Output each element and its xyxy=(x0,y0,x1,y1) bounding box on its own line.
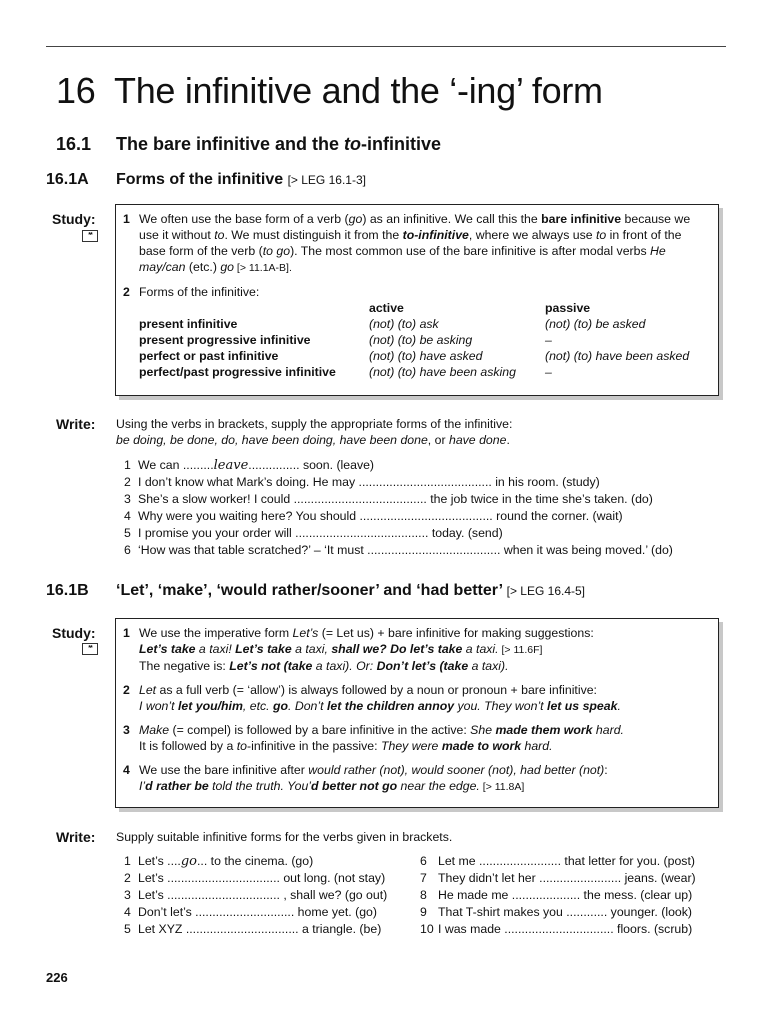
text-run: in front of the base form of the verb ( xyxy=(139,228,682,258)
subsection-b-ref: [> LEG 16.4-5] xyxy=(506,584,586,598)
section-title-em: to xyxy=(344,134,362,154)
text-run: Make xyxy=(139,723,170,737)
form-label: perfect/past progressive infinitive xyxy=(139,365,336,379)
text-run: made to work xyxy=(441,739,522,753)
text-run: We use the bare infinitive after xyxy=(139,763,309,777)
item-number: 3 xyxy=(124,492,131,506)
box-b-item-4-line-2 xyxy=(139,778,710,795)
text-run: Let’s .... xyxy=(138,854,181,868)
text-run: hard. xyxy=(592,723,624,737)
box-a-item-1-text xyxy=(139,211,710,276)
text-run: Do let’s take xyxy=(390,642,463,656)
study-box-b xyxy=(115,618,719,808)
exercise-text: I promise you your order will ....................................... today. (send) xyxy=(138,526,503,540)
form-passive: (not) (to) be asked xyxy=(545,317,646,331)
table-row xyxy=(139,364,689,380)
text-run: go xyxy=(272,699,288,713)
text-run: be doing, be done, do, have been doing, have been done xyxy=(116,433,428,447)
instruction-line: Using the verbs in brackets, supply the appropriate forms of the infinitive: xyxy=(116,417,513,431)
subsection-b-heading xyxy=(46,582,585,600)
subsection-b-title: ‘Let’, ‘make’, ‘would rather/sooner’ and ‘had better’ xyxy=(116,582,503,599)
text-run: , etc. xyxy=(242,699,273,713)
exercise-item xyxy=(124,904,410,921)
text-run: Don’t let’s (take xyxy=(376,659,469,673)
page-number: 226 xyxy=(46,970,68,985)
top-rule xyxy=(46,46,726,47)
text-run: I’ xyxy=(139,779,146,793)
box-b-item-1-line-3 xyxy=(139,658,710,674)
form-active: (not) (to) be asking xyxy=(369,333,473,347)
exercise-text: He made me .................... the mess. (clear up) xyxy=(438,888,693,902)
exercise-item xyxy=(124,457,734,474)
section-title-post: -infinitive xyxy=(361,134,442,154)
exercise-text: I was made ................................ floors. (scrub) xyxy=(438,922,693,936)
exercise-item xyxy=(124,542,734,559)
chapter-number: 16 xyxy=(56,70,96,111)
section-title-pre: The bare infinitive and the xyxy=(116,134,345,154)
exercise-item xyxy=(124,491,734,508)
text-run: We can ......... xyxy=(138,458,214,472)
text-run: ... to the cinema. (go) xyxy=(197,854,314,868)
text-run: (= compel) is followed by a bare infinitive in the active: xyxy=(169,723,471,737)
text-run: Let’s take xyxy=(139,642,196,656)
text-run: : xyxy=(604,763,608,777)
subsection-a-ref: [> LEG 16.1-3] xyxy=(287,173,366,187)
form-passive: (not) (to) have been asked xyxy=(545,349,690,363)
text-run: [> 11.8A] xyxy=(479,781,525,793)
text-run: We use the imperative form xyxy=(139,626,293,640)
text-run: I won’t xyxy=(139,699,178,713)
write-b-right-column xyxy=(420,853,726,938)
box-b-item-1-line-2 xyxy=(139,641,710,658)
text-run: made them work xyxy=(495,723,593,737)
text-run: Let’s not (take xyxy=(229,659,313,673)
handwritten-answer: leave xyxy=(213,458,249,473)
text-run: shall we? xyxy=(331,642,387,656)
box-b-item-3-line-1 xyxy=(139,722,710,738)
text-run: to-infinitive xyxy=(402,228,469,242)
subsection-b-number: 16.1B xyxy=(46,582,89,599)
text-run: Let’s xyxy=(292,626,319,640)
infinitive-forms-table xyxy=(139,300,689,380)
item-number: 2 xyxy=(124,871,131,885)
subsection-a-number: 16.1A xyxy=(46,171,89,188)
item-number: 5 xyxy=(124,922,131,936)
exercise-text: Let XYZ ................................. a triangle. (be) xyxy=(138,922,382,936)
item-number: 2 xyxy=(123,683,130,697)
exercise-text: I don’t know what Mark’s doing. He may ....................................... in his room. (study) xyxy=(138,475,600,489)
form-passive: – xyxy=(545,365,552,379)
text-run: [> 11.1A-B]. xyxy=(234,262,292,274)
item-number: 8 xyxy=(420,888,427,902)
text-run: Let xyxy=(139,683,157,697)
item-number: 1 xyxy=(124,458,131,472)
difficulty-stars-a: ** xyxy=(82,230,98,242)
form-passive: – xyxy=(545,333,552,347)
item-number: 7 xyxy=(420,871,427,885)
write-b-left-column xyxy=(124,853,410,938)
box-b-item-2 xyxy=(123,682,710,714)
text-run: to xyxy=(236,739,248,753)
text-run: , or xyxy=(427,433,449,447)
write-label-a: Write: xyxy=(56,416,96,432)
text-run: They were xyxy=(380,739,442,753)
box-a-item-2-text: Forms of the infinitive: xyxy=(139,285,260,299)
text-run: . xyxy=(506,433,510,447)
table-row xyxy=(139,332,689,348)
text-run: It is followed by a xyxy=(139,739,237,753)
chapter-title-text: The infinitive and the ‘-ing’ form xyxy=(114,70,603,111)
box-b-item-3 xyxy=(123,722,710,754)
exercise-text: That T-shirt makes you ............ younger. (look) xyxy=(438,905,693,919)
text-run: d rather be xyxy=(145,779,209,793)
exercise-text: Don’t let’s ............................. home yet. (go) xyxy=(138,905,377,919)
exercise-text: She’s a slow worker! I could ....................................... the job twice in the time she’s taken. (do) xyxy=(138,492,653,506)
item-number: 1 xyxy=(123,212,130,226)
box-a-item-1 xyxy=(123,211,710,276)
exercise-item xyxy=(124,870,410,887)
text-run: Let’s take xyxy=(235,642,292,656)
form-label: present progressive infinitive xyxy=(139,333,311,347)
text-run: to xyxy=(596,228,607,242)
chapter-title xyxy=(56,70,603,112)
exercise-item xyxy=(124,853,410,870)
item-number: 3 xyxy=(123,723,130,737)
text-run: We often use the base form of a verb ( xyxy=(139,212,349,226)
instruction-forms-line xyxy=(116,432,726,448)
handwritten-answer: go xyxy=(180,854,197,869)
text-run: He may/can xyxy=(139,244,666,274)
exercise-text: Let’s ................................. , shall we? (go out) xyxy=(138,888,388,902)
text-run: -infinitive in the passive: xyxy=(247,739,381,753)
form-label: perfect or past infinitive xyxy=(139,349,279,363)
text-run: let us speak xyxy=(547,699,618,713)
box-b-item-2-line-1 xyxy=(139,682,710,698)
table-header-row xyxy=(139,300,689,316)
section-heading xyxy=(56,134,441,155)
text-run: The negative is: xyxy=(139,659,230,673)
text-run: a taxi). xyxy=(468,659,509,673)
box-b-item-4-line-1 xyxy=(139,762,710,778)
box-b-item-3-line-2 xyxy=(139,738,710,754)
item-number: 5 xyxy=(124,526,131,540)
text-run: a taxi. xyxy=(462,642,499,656)
text-run: go xyxy=(348,212,363,226)
text-run: [> 11.6F] xyxy=(498,644,543,656)
box-b-item-4 xyxy=(123,762,710,795)
table-row xyxy=(139,348,689,364)
write-a-exercises xyxy=(124,457,734,559)
text-run: ). The most common use of the bare infinitive is after modal verbs xyxy=(290,244,651,258)
exercise-item xyxy=(124,508,734,525)
text-run: d better not go xyxy=(311,779,398,793)
item-number: 1 xyxy=(124,854,131,868)
box-b-item-1 xyxy=(123,625,710,674)
exercise-item xyxy=(124,887,410,904)
item-number: 9 xyxy=(420,905,427,919)
text-run: . We must distinguish it from the xyxy=(224,228,403,242)
exercise-text xyxy=(138,853,313,870)
difficulty-stars-b: ** xyxy=(82,643,98,655)
item-number: 4 xyxy=(123,763,130,777)
col-active-header: active xyxy=(369,301,404,315)
box-a-item-2 xyxy=(123,284,710,300)
text-run: you. They won’t xyxy=(454,699,548,713)
text-run: told the truth. You’ xyxy=(208,779,312,793)
box-b-item-1-line-1 xyxy=(139,625,710,641)
form-active: (not) (to) have been asking xyxy=(369,365,516,379)
text-run: a taxi). Or: xyxy=(312,659,377,673)
col-passive-header: passive xyxy=(545,301,591,315)
text-run: (= Let us) + bare infinitive for making suggestions: xyxy=(318,626,594,640)
text-run: a taxi! xyxy=(195,642,236,656)
text-run: as a full verb (= ‘allow’) is always followed by a noun or pronoun + bare infinitive: xyxy=(156,683,597,697)
exercise-text: Why were you waiting here? You should ....................................... round the corner. (wait) xyxy=(138,509,623,523)
text-run: , where we always use xyxy=(468,228,596,242)
box-b-item-2-line-2 xyxy=(139,698,710,714)
text-run: let you/him xyxy=(177,699,243,713)
text-run: go xyxy=(220,260,235,274)
text-run: hard. xyxy=(521,739,553,753)
study-box-a xyxy=(115,204,719,396)
subsection-a-heading xyxy=(46,171,366,189)
text-run: She xyxy=(470,723,496,737)
item-number: 2 xyxy=(123,285,130,299)
write-b-instruction: Supply suitable infinitive forms for the verbs given in brackets. xyxy=(116,830,453,844)
exercise-item xyxy=(420,887,726,904)
study-label-a: Study: xyxy=(52,211,96,227)
write-a-instruction xyxy=(116,416,726,448)
form-active: (not) (to) ask xyxy=(369,317,439,331)
exercise-item xyxy=(420,853,726,870)
item-number: 6 xyxy=(420,854,427,868)
exercise-item xyxy=(124,525,734,542)
form-active: (not) (to) have asked xyxy=(369,349,483,363)
text-run: . xyxy=(617,699,621,713)
item-number: 2 xyxy=(124,475,131,489)
text-run: . Don’t xyxy=(288,699,327,713)
section-number: 16.1 xyxy=(56,134,92,154)
text-run: to go xyxy=(262,244,291,258)
form-label: present infinitive xyxy=(139,317,238,331)
text-run: a taxi, xyxy=(291,642,332,656)
text-run: bare infinitive xyxy=(541,212,622,226)
item-number: 4 xyxy=(124,905,131,919)
item-number: 4 xyxy=(124,509,131,523)
text-run: ) as an infinitive. We call this the xyxy=(362,212,542,226)
exercise-text: Let’s ................................. out long. (not stay) xyxy=(138,871,386,885)
exercise-item xyxy=(124,921,410,938)
exercise-item xyxy=(420,904,726,921)
write-label-b: Write: xyxy=(56,829,96,845)
item-number: 1 xyxy=(123,626,130,640)
exercise-item xyxy=(420,921,726,938)
study-label-b: Study: xyxy=(52,625,96,641)
item-number: 3 xyxy=(124,888,131,902)
exercise-text: Let me ........................ that letter for you. (post) xyxy=(438,854,695,868)
subsection-a-title: Forms of the infinitive xyxy=(116,171,284,188)
exercise-text: ‘How was that table scratched?’ – ‘It must ....................................... when it was being moved.’ (do) xyxy=(138,543,673,557)
text-run: have done xyxy=(448,433,507,447)
table-row xyxy=(139,316,689,332)
item-number: 10 xyxy=(420,922,434,936)
text-run: to xyxy=(214,228,225,242)
text-run: near the edge. xyxy=(397,779,480,793)
text-run: would rather (not), would sooner (not), had better (not) xyxy=(308,763,605,777)
exercise-text: They didn’t let her ........................ jeans. (wear) xyxy=(438,871,696,885)
text-run: (etc.) xyxy=(185,260,221,274)
text-run: let the children annoy xyxy=(326,699,455,713)
exercise-item xyxy=(420,870,726,887)
item-number: 6 xyxy=(124,543,131,557)
text-run: because we use it without xyxy=(139,212,691,242)
exercise-item xyxy=(124,474,734,491)
text-run: ............... soon. (leave) xyxy=(248,458,375,472)
